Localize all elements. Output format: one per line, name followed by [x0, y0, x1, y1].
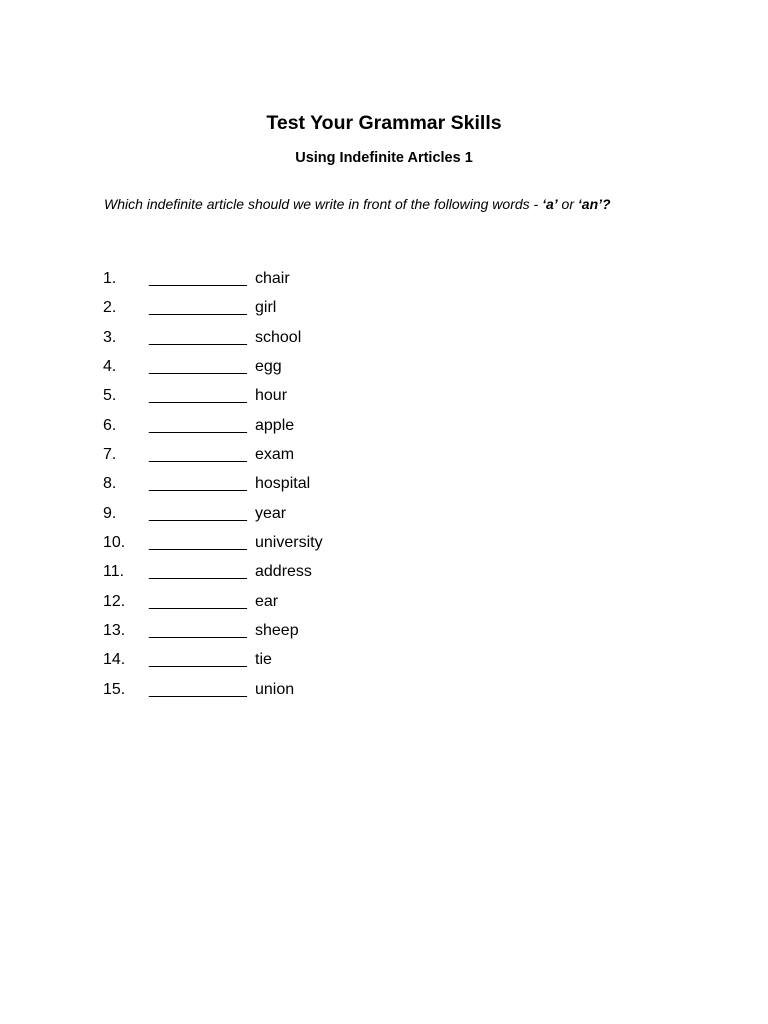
- answer-blank: ___________: [149, 358, 247, 376]
- instruction-end: ?: [602, 196, 611, 212]
- question-number: 3.: [103, 328, 117, 346]
- question-word: chair: [255, 270, 290, 287]
- answer-blank: ___________: [149, 446, 247, 464]
- option-a: ‘a’: [542, 196, 558, 212]
- question-number: 8.: [103, 475, 117, 493]
- question-word: tie: [255, 651, 272, 669]
- question-number: 13.: [103, 622, 126, 640]
- instruction-question: Which indefinite article should we write in front of the following words -: [104, 196, 543, 212]
- answer-blank: ___________: [149, 680, 247, 698]
- answer-blank: ___________: [149, 651, 247, 669]
- answer-blank: ___________: [149, 328, 247, 346]
- page-title: Test Your Grammar Skills: [266, 112, 502, 134]
- question-word: ear: [255, 592, 279, 610]
- question-word: girl: [255, 299, 277, 317]
- page-subtitle: Using Indefinite Articles 1: [295, 150, 473, 166]
- question-number: 5.: [103, 387, 117, 405]
- answer-blank: ___________: [149, 299, 247, 317]
- question-word: year: [255, 504, 287, 522]
- question-number: 2.: [103, 299, 117, 317]
- answer-blank: ___________: [149, 504, 247, 522]
- question-number: 10.: [103, 534, 126, 552]
- question-word: union: [255, 680, 295, 698]
- answer-blank: ___________: [149, 592, 247, 610]
- question-word: hospital: [255, 475, 311, 493]
- question-word: exam: [255, 446, 295, 464]
- question-number: 11.: [103, 563, 125, 581]
- answer-blank: ___________: [149, 416, 247, 434]
- answer-blank: ___________: [149, 563, 247, 581]
- option-an: ‘an’: [577, 196, 603, 212]
- question-number: 6.: [103, 416, 117, 434]
- question-number: 4.: [103, 358, 117, 376]
- answer-blank: ___________: [149, 387, 247, 405]
- question-word: sheep: [255, 622, 299, 640]
- question-word: egg: [255, 358, 282, 376]
- question-word: university: [255, 534, 323, 552]
- instruction-text: [104, 196, 611, 212]
- question-number: 12.: [103, 592, 126, 610]
- question-word: apple: [255, 416, 295, 434]
- question-number: 14.: [103, 651, 126, 669]
- question-number: 1.: [103, 270, 117, 287]
- question-word: school: [255, 328, 302, 346]
- question-number: 7.: [103, 446, 117, 464]
- question-number: 15.: [103, 680, 126, 698]
- instruction-connector: or: [557, 196, 578, 212]
- question-word: hour: [255, 387, 288, 405]
- question-number: 9.: [103, 504, 117, 522]
- answer-blank: ___________: [149, 270, 247, 287]
- answer-blank: ___________: [149, 475, 247, 493]
- question-word: address: [255, 563, 312, 581]
- answer-blank: ___________: [149, 622, 247, 640]
- answer-blank: ___________: [149, 534, 247, 552]
